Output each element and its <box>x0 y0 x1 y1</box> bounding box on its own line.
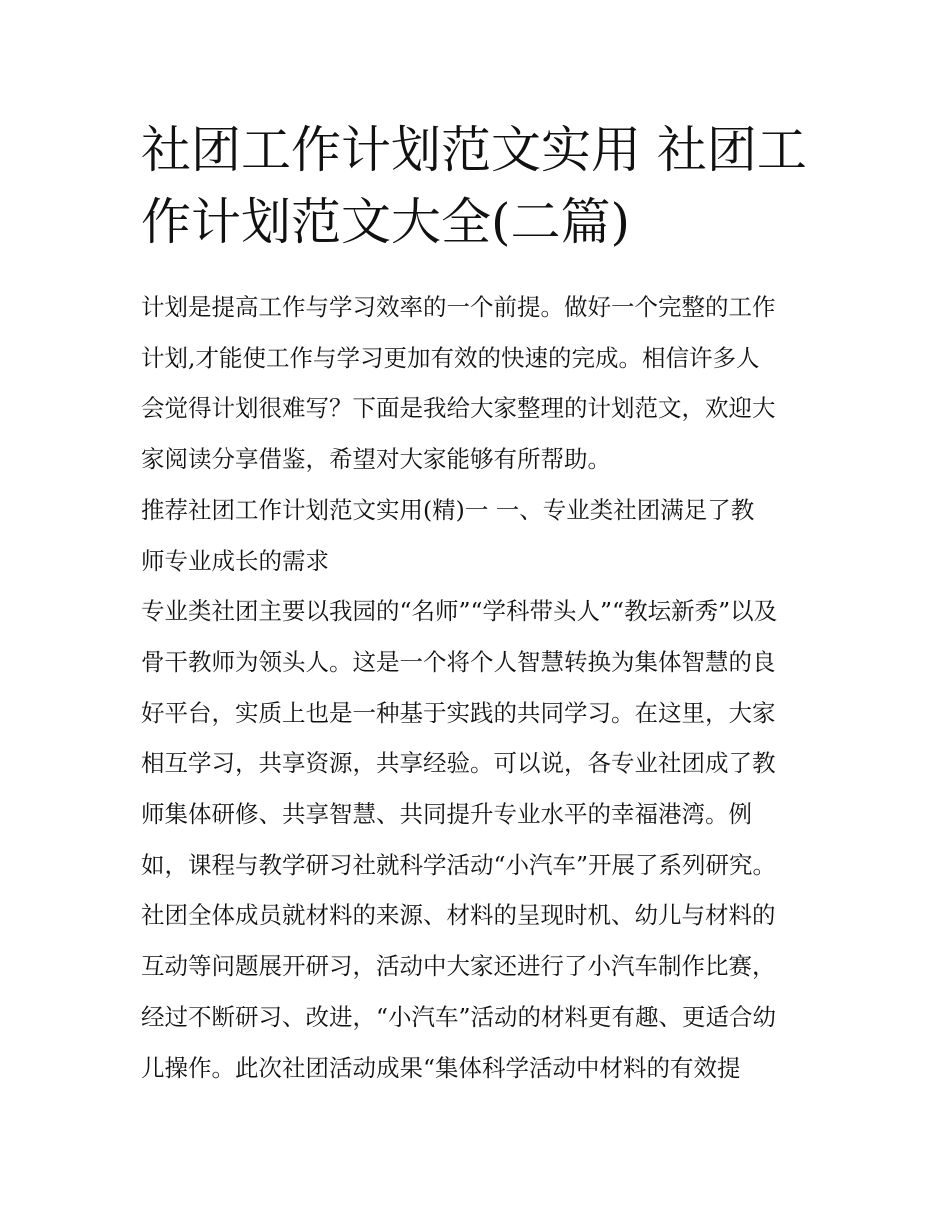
body-line: 如，课程与教学研习社就科学活动“小汽车”开展了系列研究。 <box>141 850 777 879</box>
document-content <box>141 114 813 1093</box>
body-line: 师集体研修、共享智慧、共同提升专业水平的幸福港湾。例 <box>141 800 752 829</box>
body-line: 家阅读分享借鉴，希望对大家能够有所帮助。 <box>141 445 611 474</box>
body-line: 相互学习，共享资源，共享经验。可以说，各专业社团成了教 <box>141 749 776 778</box>
section-heading-line: 推荐社团工作计划范文实用(精)一 一、专业类社团满足了教 <box>141 495 755 524</box>
body-line: 计划,才能使工作与学习更加有效的快速的完成。相信许多人 <box>141 343 760 372</box>
title-line: 社团工作计划范文实用 社团工 <box>141 121 807 179</box>
document-body <box>141 282 813 1093</box>
document-title <box>141 114 813 258</box>
body-line: 骨干教师为领头人。这是一个将个人智慧转换为集体智慧的良 <box>141 647 776 676</box>
body-line: 经过不断研习、改进，“小汽车”活动的材料更有趣、更适合幼 <box>141 1002 777 1031</box>
body-line: 好平台，实质上也是一种基于实践的共同学习。在这里，大家 <box>141 698 776 727</box>
body-line: 互动等问题展开研习，活动中大家还进行了小汽车制作比赛， <box>141 952 776 981</box>
body-line: 专业类社团主要以我园的“名师”“学科带头人”“教坛新秀”以及 <box>141 597 778 626</box>
body-line: 社团全体成员就材料的来源、材料的呈现时机、幼儿与材料的 <box>141 901 776 930</box>
body-line: 计划是提高工作与学习效率的一个前提。做好一个完整的工作 <box>141 293 776 321</box>
section-heading-line: 师专业成长的需求 <box>141 546 329 575</box>
title-line: 作计划范文大全(二篇) <box>141 193 631 251</box>
body-line: 儿操作。此次社团活动成果“集体科学活动中材料的有效提 <box>141 1053 741 1082</box>
body-line: 会觉得计划很难写？下面是我给大家整理的计划范文，欢迎大 <box>141 394 776 423</box>
